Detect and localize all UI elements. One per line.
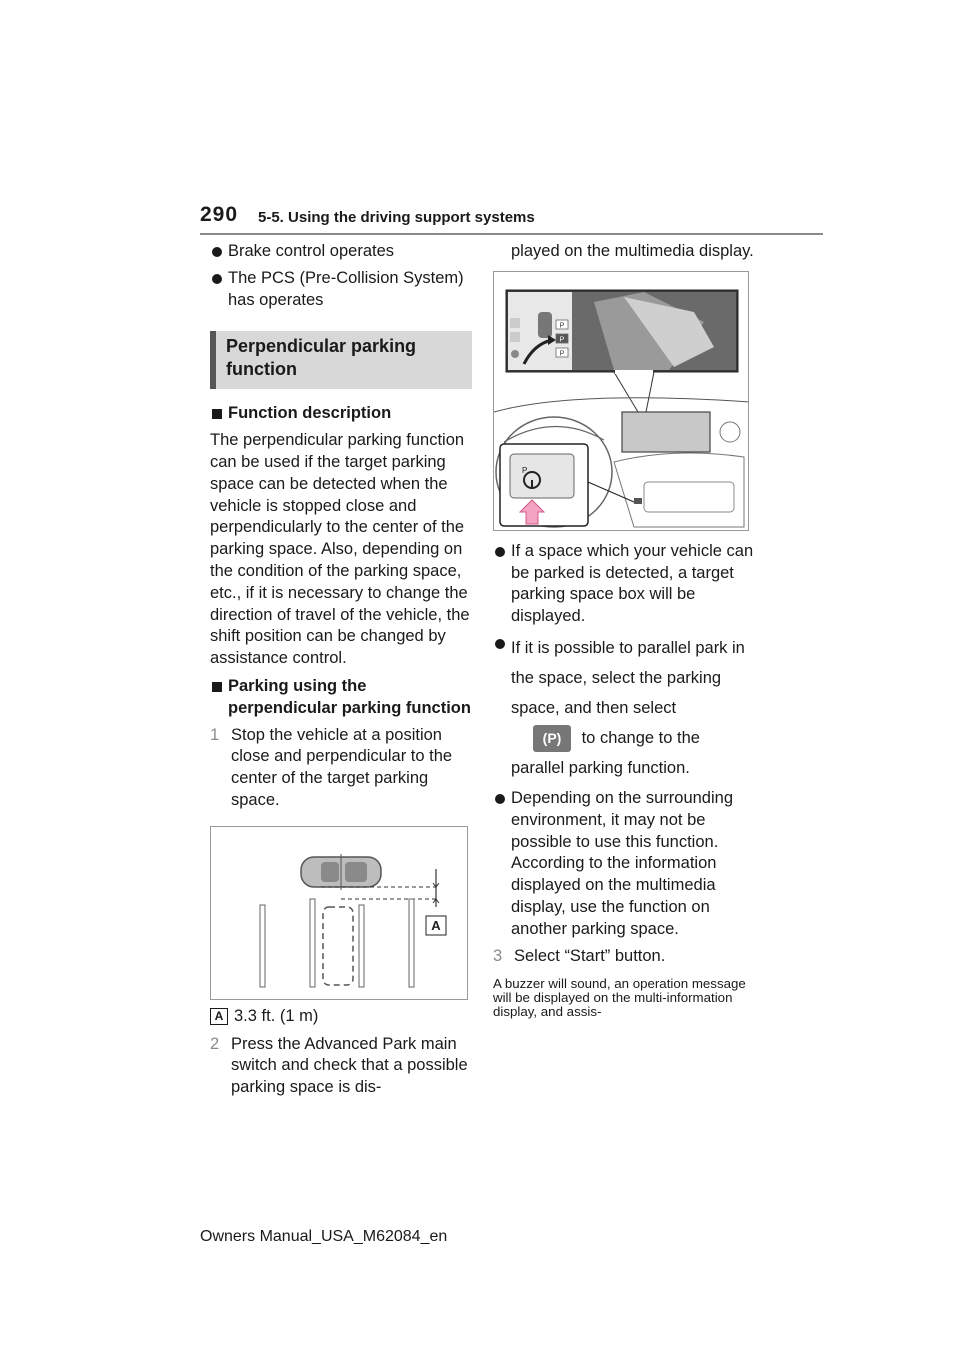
step-2-continued: played on the multimedia display. <box>511 242 754 260</box>
step-number: 3 <box>493 946 503 965</box>
subheading-parking-procedure: Parking using the perpendicular parking function <box>210 676 472 720</box>
step-3 <box>493 946 755 968</box>
step-text: Press the Advanced Park main switch and check that a possible parking space is dis- <box>231 1034 468 1097</box>
step-text: Stop the vehicle at a position close and perpendicular to the center of the target parking space. <box>231 725 453 809</box>
parking-diagram-illustration <box>211 827 468 1000</box>
step-3-note: A buzzer will sound, an operation message will be displayed on the multi-information display, and assis- <box>493 976 746 1020</box>
step-number: 2 <box>210 1034 220 1053</box>
section-title: 5-5. Using the driving support systems <box>258 209 535 226</box>
figure-caption <box>210 1006 472 1028</box>
page-number: 290 <box>200 203 239 226</box>
parallel-text-before: If it is possible to parallel park in the space, select the parking space, and then select <box>511 638 745 717</box>
header-divider <box>200 233 823 235</box>
caption-callout: A <box>210 1008 228 1025</box>
bullet-brake-control: Brake control operates <box>210 241 472 263</box>
bullet-pcs: The PCS (Pre-Collision System) has operates <box>210 268 472 312</box>
parallel-text-after: to change to the parallel parking function. <box>511 728 700 777</box>
switch-p-mark: P <box>522 465 528 475</box>
section-heading: Perpendicular parking function <box>210 331 472 389</box>
bullet-parallel-park <box>493 633 755 783</box>
left-column <box>210 241 472 1104</box>
dashboard-illustration-svg <box>494 272 749 531</box>
parking-diagram <box>210 826 468 1000</box>
screen-p-mark-1: P <box>559 322 565 330</box>
footer-manual-id: Owners Manual_USA_M62084_en <box>200 1228 448 1245</box>
bullet-surrounding-environment: Depending on the surrounding environment, it may not be possible to use this function. According to the information displayed on the multimedia display, use the function on another parking space. <box>493 788 755 941</box>
step-1 <box>210 725 472 812</box>
screen-p-mark-2: P <box>559 336 565 344</box>
step-text: Select “Start” button. <box>514 946 666 965</box>
parallel-parking-switch-icon: (P) <box>533 725 571 752</box>
step-2 <box>210 1034 472 1099</box>
function-description-text: The perpendicular parking function can be used if the target parking space can be detected when the vehicle is stopped close and perpendicularly to the center of the parking space. Also, depending on the condition of the parking space, etc., if it is necessary to change the direction of travel of the vehicle, the shift position can be changed by assistance control. <box>210 431 470 668</box>
step-number: 1 <box>210 725 220 744</box>
right-column <box>493 241 755 1019</box>
screen-p-mark-3: P <box>559 350 565 358</box>
bullet-space-detected: If a space which your vehicle can be parked is detected, a target parking space box will be displayed. <box>493 541 755 628</box>
car-top-view-icon <box>301 854 381 890</box>
caption-text: 3.3 ft. (1 m) <box>234 1006 319 1025</box>
subheading-function-description: Function description <box>210 403 472 425</box>
dashboard-illustration <box>493 271 749 531</box>
callout-a: A <box>431 917 441 933</box>
